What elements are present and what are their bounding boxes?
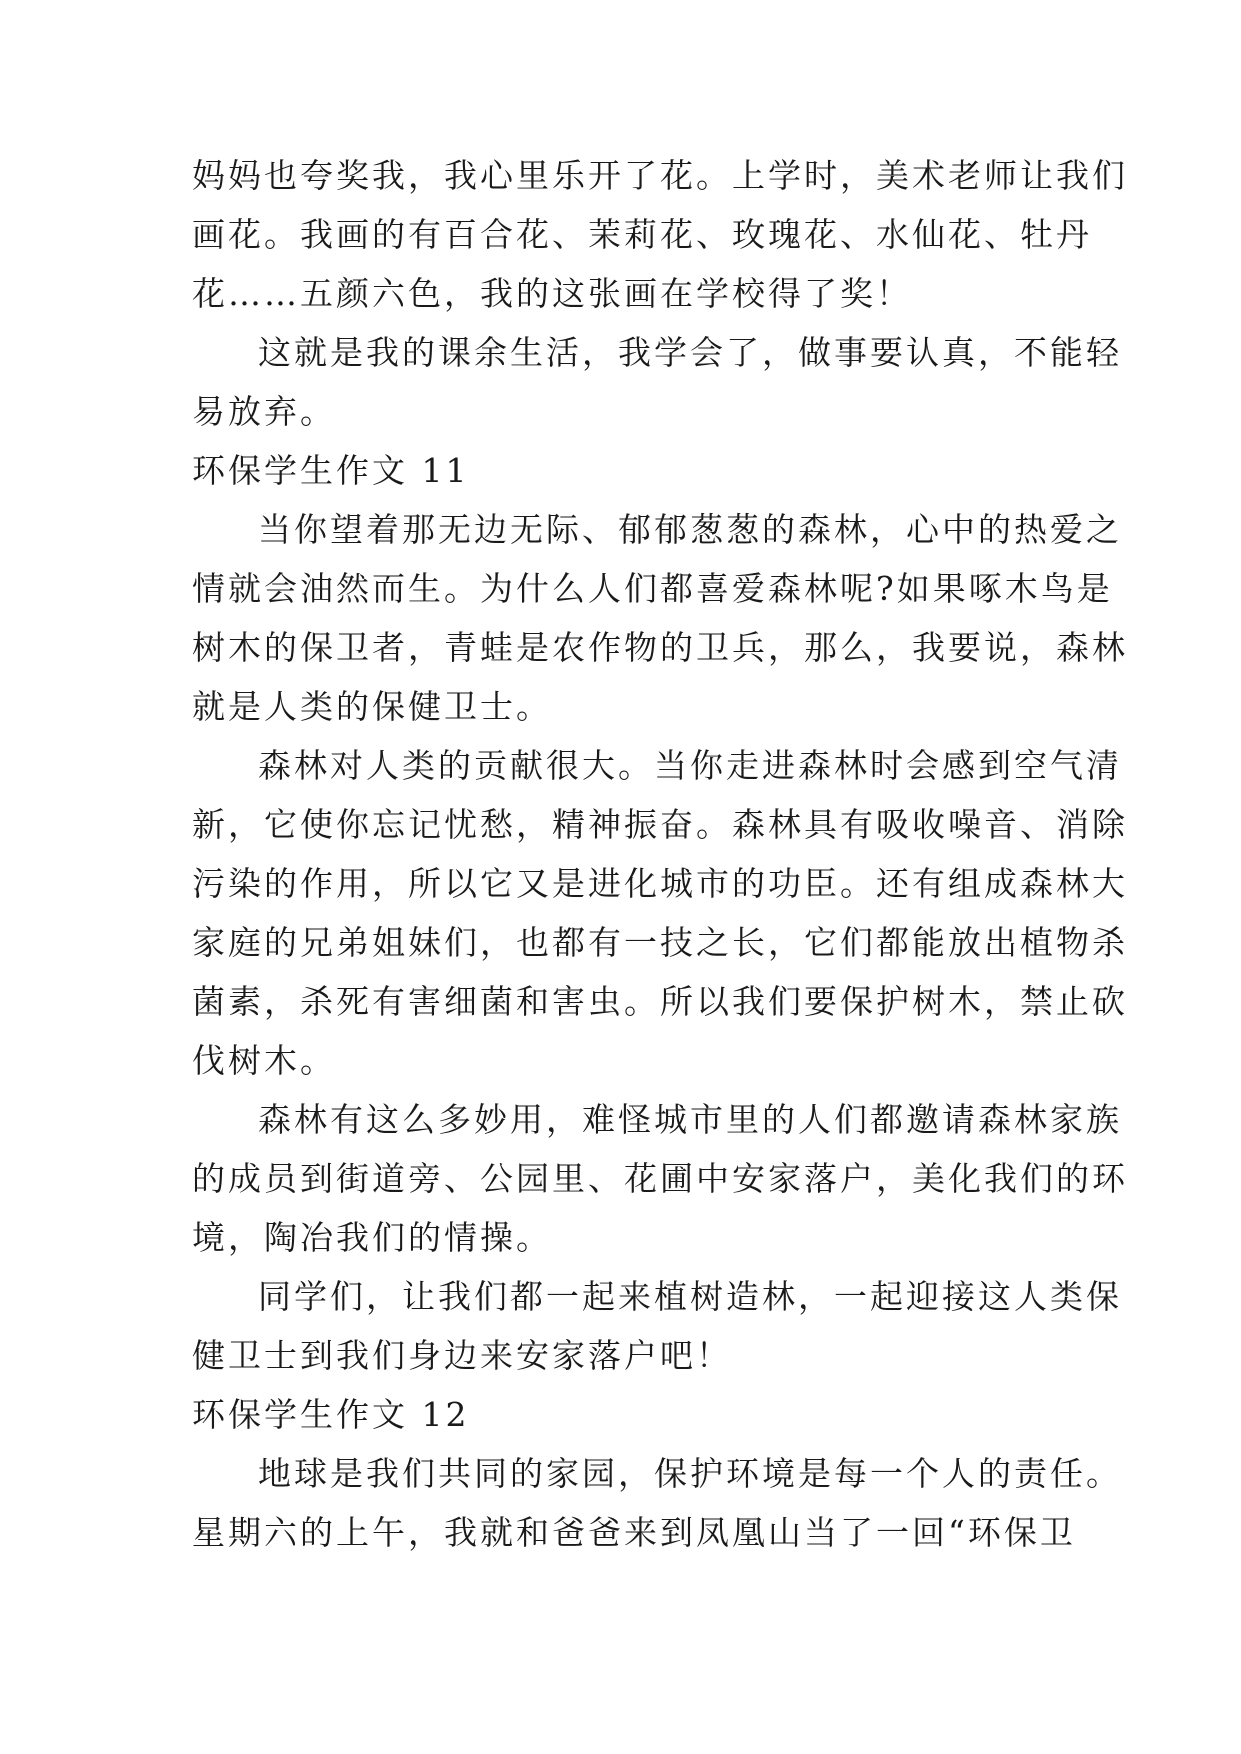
text-line: 伐树木。 <box>192 1041 336 1080</box>
text-line: 家庭的兄弟姐妹们，也都有一技之长，它们都能放出植物杀 <box>192 923 1128 962</box>
paragraph-first-line: 这就是我的课余生活，我学会了，做事要认真，不能轻 <box>258 333 1122 372</box>
paragraph-first-line: 森林对人类的贡献很大。当你走进森林时会感到空气清 <box>258 746 1122 785</box>
text-line: 易放弃。 <box>192 392 336 431</box>
text-line: 星期六的上午，我就和爸爸来到凤凰山当了一回“环保卫 <box>192 1513 1076 1552</box>
paragraph-first-line: 地球是我们共同的家园，保护环境是每一个人的责任。 <box>258 1454 1122 1493</box>
paragraph-first-line: 森林有这么多妙用，难怪城市里的人们都邀请森林家族 <box>258 1100 1122 1139</box>
text-line: 画花。我画的有百合花、茉莉花、玫瑰花、水仙花、牡丹 <box>192 215 1092 254</box>
text-line: 新，它使你忘记忧愁，精神振奋。森林具有吸收噪音、消除 <box>192 805 1128 844</box>
text-line: 情就会油然而生。为什么人们都喜爱森林呢?如果啄木鸟是 <box>192 569 1113 608</box>
text-line: 的成员到街道旁、公园里、花圃中安家落户，美化我们的环 <box>192 1159 1128 1198</box>
text-line: 健卫士到我们身边来安家落户吧！ <box>192 1336 732 1375</box>
text-line: 菌素，杀死有害细菌和害虫。所以我们要保护树木，禁止砍 <box>192 982 1128 1021</box>
section-heading: 环保学生作文 12 <box>192 1395 470 1434</box>
text-line: 就是人类的保健卫士。 <box>192 687 552 726</box>
paragraph-first-line: 同学们，让我们都一起来植树造林，一起迎接这人类保 <box>258 1277 1122 1316</box>
text-line: 境，陶冶我们的情操。 <box>192 1218 552 1257</box>
paragraph-first-line: 当你望着那无边无际、郁郁葱葱的森林，心中的热爱之 <box>258 510 1122 549</box>
text-line: 花……五颜六色，我的这张画在学校得了奖！ <box>192 274 912 313</box>
text-line: 妈妈也夸奖我，我心里乐开了花。上学时，美术老师让我们 <box>192 156 1128 195</box>
text-line: 污染的作用，所以它又是进化城市的功臣。还有组成森林大 <box>192 864 1128 903</box>
text-line: 树木的保卫者，青蛙是农作物的卫兵，那么，我要说，森林 <box>192 628 1128 667</box>
section-heading: 环保学生作文 11 <box>192 451 470 490</box>
